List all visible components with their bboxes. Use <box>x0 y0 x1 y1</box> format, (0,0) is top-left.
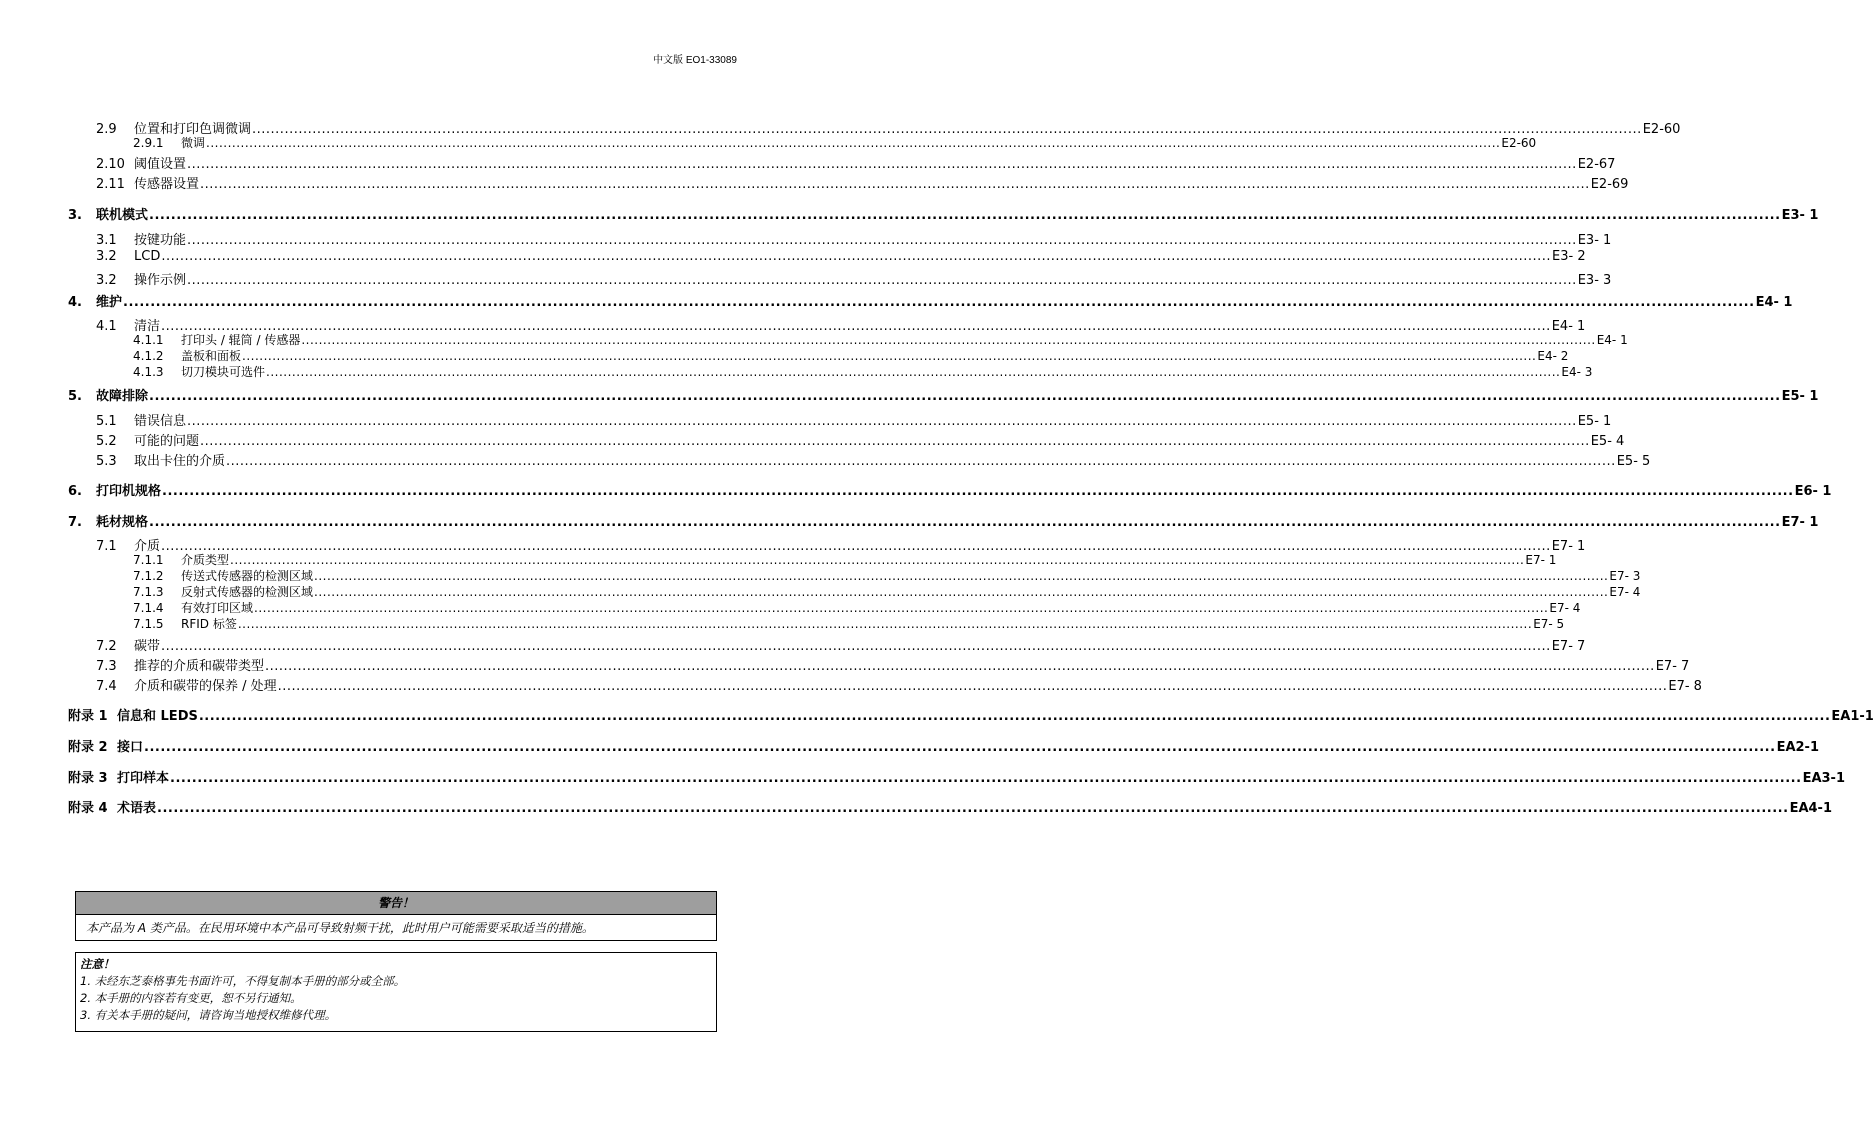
toc-page: E4- 1 <box>1551 319 1586 334</box>
toc-title: 盖板和面板 <box>181 349 242 363</box>
toc-entry <box>96 269 1612 288</box>
toc-entry <box>68 385 1819 404</box>
toc-entry <box>96 450 1651 469</box>
toc-entry <box>133 583 1641 600</box>
toc-entry <box>133 134 1537 151</box>
toc-page: E7- 5 <box>1533 617 1565 631</box>
toc-page: E7- 1 <box>1781 515 1819 530</box>
toc-page: E2-67 <box>1577 157 1616 172</box>
toc-title: 有效打印区域 <box>181 601 254 615</box>
toc-leader-dots: ............................................................................................................................................................................................................................................................................................................ <box>200 434 1590 449</box>
toc-title: 信息和 LEDS <box>117 709 198 724</box>
toc-leader-dots: ............................................................................................................................................................................................................................................................................................................ <box>230 553 1525 567</box>
toc-title: 耗材规格 <box>96 515 149 530</box>
toc-page: E7- 8 <box>1668 679 1702 694</box>
toc-page: E3- 2 <box>1552 249 1586 264</box>
toc-number: 4.1.3 <box>133 365 164 379</box>
toc-title: 打印机规格 <box>96 484 162 499</box>
toc-title: 碳带 <box>134 639 161 654</box>
toc-page: E3- 3 <box>1577 273 1612 288</box>
toc-title: 取出卡住的介质 <box>134 454 226 469</box>
toc-page: E4- 2 <box>1537 349 1569 363</box>
toc-number: 3.2 <box>96 273 117 288</box>
toc-entry <box>133 599 1581 616</box>
toc-title: 切刀模块可选件 <box>181 365 266 379</box>
toc-leader-dots: ............................................................................................................................................................................................................................................................................................................ <box>187 273 1577 288</box>
toc-leader-dots: ............................................................................................................................................................................................................................................................................................................ <box>200 177 1590 192</box>
toc-leader-dots: ............................................................................................................................................................................................................................................................................................................ <box>144 740 1776 755</box>
toc-title: 阈值设置 <box>134 157 187 172</box>
toc-page: E3- 1 <box>1577 233 1612 248</box>
toc-number: 7.3 <box>96 659 117 674</box>
toc-entry <box>133 551 1557 568</box>
toc-number: 附录 2 <box>68 740 108 755</box>
toc-page: EA3-1 <box>1802 771 1845 786</box>
toc-leader-dots: ............................................................................................................................................................................................................................................................................................................ <box>265 659 1655 674</box>
toc-leader-dots: ............................................................................................................................................................................................................................................................................................................ <box>254 601 1549 615</box>
toc-leader-dots: ............................................................................................................................................................................................................................................................................................................ <box>123 295 1755 310</box>
toc-number: 附录 3 <box>68 771 108 786</box>
toc-page: EA2-1 <box>1776 740 1819 755</box>
warning-text: 本产品为 A 类产品。在民用环境中本产品可导致射频干扰，此时用户可能需要采取适当的措施。 <box>86 921 594 935</box>
toc-number: 5.1 <box>96 414 117 429</box>
toc-leader-dots: ............................................................................................................................................................................................................................................................................................................ <box>314 585 1609 599</box>
toc-leader-dots: ............................................................................................................................................................................................................................................................................................................ <box>226 454 1616 469</box>
notice-title: 注意！ <box>80 957 115 971</box>
toc-leader-dots: ............................................................................................................................................................................................................................................................................................................ <box>170 771 1802 786</box>
toc-entry <box>68 204 1819 223</box>
toc-leader-dots: ............................................................................................................................................................................................................................................................................................................ <box>301 333 1596 347</box>
toc-page: E4- 1 <box>1596 333 1628 347</box>
toc-entry <box>68 797 1832 816</box>
toc-number: 7.1.4 <box>133 601 164 615</box>
toc-entry <box>96 229 1612 248</box>
toc-title: 打印样本 <box>117 771 170 786</box>
toc-entry <box>96 153 1616 172</box>
toc-title: 位置和打印色调微调 <box>134 122 252 137</box>
toc-page: E5- 4 <box>1590 434 1625 449</box>
toc-leader-dots: ............................................................................................................................................................................................................................................................................................................ <box>252 122 1642 137</box>
toc-page: E5- 5 <box>1616 454 1651 469</box>
toc-number: 3.1 <box>96 233 117 248</box>
toc-leader-dots: ............................................................................................................................................................................................................................................................................................................ <box>149 208 1781 223</box>
toc-title: 维护 <box>96 295 123 310</box>
toc-page: E7- 7 <box>1551 639 1586 654</box>
toc-page: E2-69 <box>1590 177 1629 192</box>
toc-entry <box>68 291 1793 310</box>
toc-page: E7- 3 <box>1609 569 1641 583</box>
notice-item: 2. 本手册的内容若有变更，恕不另行通知。 <box>80 991 302 1005</box>
toc-title: 可能的问题 <box>134 434 200 449</box>
toc-title: 推荐的介质和碳带类型 <box>134 659 265 674</box>
warning-box <box>75 891 717 941</box>
toc-title: 传送式传感器的检测区域 <box>181 569 314 583</box>
toc-number: 5. <box>68 389 82 404</box>
toc-entry <box>96 635 1586 654</box>
toc-number: 7.1 <box>96 539 117 554</box>
toc-title: 错误信息 <box>134 414 187 429</box>
toc-entry <box>68 480 1832 499</box>
toc-page: E7- 1 <box>1525 553 1557 567</box>
toc-leader-dots: ............................................................................................................................................................................................................................................................................................................ <box>266 365 1561 379</box>
document-code: 中文版 EO1-33089 <box>653 55 737 66</box>
toc-title: 术语表 <box>117 801 157 816</box>
toc-number: 3. <box>68 208 82 223</box>
toc-entry <box>96 410 1612 429</box>
toc-leader-dots: ............................................................................................................................................................................................................................................................................................................ <box>277 679 1668 694</box>
toc-entry <box>96 655 1690 674</box>
toc-entry <box>96 249 1586 264</box>
toc-number: 7.2 <box>96 639 117 654</box>
toc-page: EA4-1 <box>1789 801 1832 816</box>
toc-title: 接口 <box>117 740 144 755</box>
toc-page: E2-60 <box>1642 122 1681 137</box>
toc-number: 4.1.1 <box>133 333 164 347</box>
toc-leader-dots: ............................................................................................................................................................................................................................................................................................................ <box>187 414 1577 429</box>
toc-leader-dots: ............................................................................................................................................................................................................................................................................................................ <box>206 136 1501 150</box>
toc-leader-dots: ............................................................................................................................................................................................................................................................................................................ <box>237 617 1533 631</box>
toc-page: E7- 4 <box>1609 585 1641 599</box>
toc-leader-dots: ............................................................................................................................................................................................................................................................................................................ <box>198 709 1831 724</box>
toc-leader-dots: ............................................................................................................................................................................................................................................................................................................ <box>149 389 1781 404</box>
toc-number: 7.1.5 <box>133 617 164 631</box>
toc-page: E7- 4 <box>1549 601 1581 615</box>
toc-title: 故障排除 <box>96 389 149 404</box>
toc-page: E7- 7 <box>1655 659 1690 674</box>
toc-number: 4. <box>68 295 82 310</box>
toc-number: 2.10 <box>96 157 125 172</box>
toc-entry <box>133 363 1593 380</box>
notice-item: 3. 有关本手册的疑问，请咨询当地授权维修代理。 <box>80 1008 337 1022</box>
toc-leader-dots: ............................................................................................................................................................................................................................................................................................................ <box>161 539 1551 554</box>
toc-entry <box>96 675 1702 694</box>
toc-number: 7.1.2 <box>133 569 164 583</box>
warning-title: 警告！ <box>76 892 716 915</box>
toc-leader-dots: ............................................................................................................................................................................................................................................................................................................ <box>161 319 1551 334</box>
toc-title: 联机模式 <box>96 208 149 223</box>
toc-leader-dots: ............................................................................................................................................................................................................................................................................................................ <box>149 515 1781 530</box>
toc-leader-dots: ............................................................................................................................................................................................................................................................................................................ <box>161 639 1551 654</box>
toc-number: 7.1.1 <box>133 553 164 567</box>
toc-page: E5- 1 <box>1577 414 1612 429</box>
toc-page: E7- 1 <box>1551 539 1586 554</box>
toc-title: 介质 <box>134 539 161 554</box>
toc-page: E2-60 <box>1501 136 1537 150</box>
toc-page: E6- 1 <box>1794 484 1832 499</box>
toc-number: 2.11 <box>96 177 125 192</box>
toc-leader-dots: ............................................................................................................................................................................................................................................................................................................ <box>314 569 1609 583</box>
toc-title: 微调 <box>181 136 206 150</box>
toc-entry <box>133 331 1628 348</box>
notice-box <box>75 952 717 1032</box>
toc-page: E3- 1 <box>1781 208 1819 223</box>
toc-title: 打印头 / 辊筒 / 传感器 <box>181 333 301 347</box>
toc-number: 5.2 <box>96 434 117 449</box>
toc-entry <box>133 615 1565 632</box>
toc-number: 5.3 <box>96 454 117 469</box>
toc-number: 2.9.1 <box>133 136 164 150</box>
toc-title: LCD <box>134 249 161 264</box>
toc-title: 反射式传感器的检测区域 <box>181 585 314 599</box>
toc-entry <box>68 736 1819 755</box>
toc-title: 按键功能 <box>134 233 187 248</box>
toc-number: 7.4 <box>96 679 117 694</box>
toc-page: E4- 1 <box>1755 295 1793 310</box>
toc-page: E5- 1 <box>1781 389 1819 404</box>
toc-leader-dots: ............................................................................................................................................................................................................................................................................................................ <box>161 249 1552 264</box>
toc-title: 介质和碳带的保养 / 处理 <box>134 679 277 694</box>
toc-number: 3.2 <box>96 249 117 264</box>
toc-leader-dots: ............................................................................................................................................................................................................................................................................................................ <box>162 484 1794 499</box>
toc-leader-dots: ............................................................................................................................................................................................................................................................................................................ <box>187 233 1577 248</box>
toc-number: 7. <box>68 515 82 530</box>
toc-title: 操作示例 <box>134 273 187 288</box>
toc-title: 清洁 <box>134 319 161 334</box>
toc-title: RFID 标签 <box>181 617 237 631</box>
toc-title: 介质类型 <box>181 553 230 567</box>
toc-entry <box>133 567 1641 584</box>
toc-entry <box>96 173 1629 192</box>
toc-number: 4.1 <box>96 319 117 334</box>
toc-title: 传感器设置 <box>134 177 200 192</box>
toc-entry <box>68 767 1845 786</box>
toc-page: E4- 3 <box>1561 365 1593 379</box>
toc-number: 2.9 <box>96 122 117 137</box>
toc-entry <box>68 705 1874 724</box>
toc-leader-dots: ............................................................................................................................................................................................................................................................................................................ <box>187 157 1577 172</box>
toc-leader-dots: ............................................................................................................................................................................................................................................................................................................ <box>157 801 1789 816</box>
toc-number: 7.1.3 <box>133 585 164 599</box>
toc-number: 4.1.2 <box>133 349 164 363</box>
toc-entry <box>133 347 1569 364</box>
toc-number: 6. <box>68 484 82 499</box>
notice-item: 1. 未经东芝泰格事先书面许可，不得复制本手册的部分或全部。 <box>80 974 406 988</box>
toc-page: EA1-1 <box>1831 709 1874 724</box>
toc-entry <box>68 511 1819 530</box>
toc-leader-dots: ............................................................................................................................................................................................................................................................................................................ <box>242 349 1537 363</box>
toc-entry <box>96 430 1625 449</box>
toc-number: 附录 1 <box>68 709 108 724</box>
toc-number: 附录 4 <box>68 801 108 816</box>
